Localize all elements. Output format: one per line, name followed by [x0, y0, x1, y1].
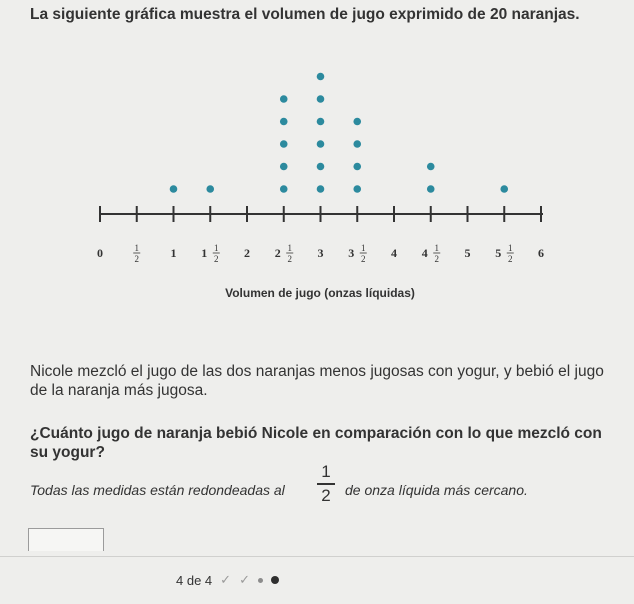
note-text-post: de onza líquida más cercano. [345, 482, 528, 498]
tick-label [422, 243, 441, 264]
progress-label: 4 de 4 [176, 572, 213, 588]
tick-label-numerator: 1 [434, 243, 439, 253]
tick-label [97, 246, 103, 260]
data-dot [317, 95, 325, 103]
tick-label [201, 243, 220, 264]
note-text-pre: Todas las medidas están redondeadas al [30, 482, 285, 498]
tick-label-whole: 5 [495, 246, 502, 260]
problem-statement: Nicole mezcló el jugo de las dos naranjas menos jugosas con yogur, y bebió el jugo de la naranja más jugosa. [30, 363, 604, 399]
data-dot [317, 140, 325, 148]
data-dot [280, 118, 288, 126]
tick-label-denominator: 2 [134, 254, 139, 264]
tick-label-whole: 3 [348, 246, 355, 260]
answer-input[interactable] [28, 528, 104, 551]
tick-label [133, 243, 140, 264]
intro-text-post: naranjas. [507, 6, 580, 23]
tick-label-numerator: 1 [214, 243, 219, 253]
tick-label-denominator: 2 [214, 254, 219, 264]
progress-dot[interactable] [258, 578, 263, 583]
data-dot [280, 163, 288, 171]
dot-group [170, 73, 508, 193]
progress-dot-current[interactable] [271, 576, 279, 584]
data-dot [317, 73, 325, 81]
tick-label-denominator: 2 [508, 254, 513, 264]
data-dot [280, 185, 288, 193]
data-dot [317, 118, 325, 126]
check-icon: ✓ [239, 572, 250, 587]
tick-label-whole: 3 [317, 246, 324, 260]
check-icon: ✓ [220, 572, 232, 587]
note-fraction-numerator: 1 [321, 462, 331, 481]
tick-label [495, 243, 514, 264]
tick-label [171, 246, 177, 260]
note-fraction-bar [317, 483, 335, 485]
tick-label-denominator: 2 [287, 254, 292, 264]
tick-label-numerator: 1 [361, 243, 366, 253]
tick-label-whole: 6 [538, 246, 544, 260]
data-dot [353, 118, 361, 126]
tick-label-whole: 2 [244, 246, 250, 260]
tick-label-whole: 0 [97, 246, 103, 260]
data-dot [353, 185, 361, 193]
data-dot [317, 185, 325, 193]
rounding-note [30, 462, 630, 518]
tick-label [318, 246, 324, 260]
data-dot [353, 140, 361, 148]
tick-label-whole: 2 [274, 246, 281, 260]
data-dot [500, 185, 508, 193]
intro-text-pre: La siguiente gráfica muestra el volumen de jugo exprimido de [30, 6, 490, 23]
tick-label [538, 246, 544, 260]
question-text: ¿Cuánto jugo de naranja bebió Nicole en comparación con lo que mezcló con su yogur? [30, 425, 602, 461]
note-fraction [317, 462, 335, 506]
tick-label-whole: 1 [170, 246, 177, 260]
tick-label-whole: 4 [421, 246, 428, 260]
data-dot [427, 185, 435, 193]
note-fraction-denominator: 2 [321, 485, 331, 505]
divider [0, 556, 634, 557]
tick-label-numerator: 1 [508, 243, 513, 253]
data-dot [170, 185, 178, 193]
tick-label [244, 246, 250, 260]
data-dot [317, 163, 325, 171]
intro-number: 20 [489, 6, 508, 23]
tick-label-numerator: 1 [287, 243, 292, 253]
tick-label-denominator: 2 [361, 254, 366, 264]
data-dot [353, 163, 361, 171]
progress-indicator [176, 572, 279, 588]
tick-label [348, 243, 367, 264]
tick-label-whole: 1 [201, 246, 208, 260]
data-dot [206, 185, 214, 193]
data-dot [427, 163, 435, 171]
tick-label-whole: 5 [464, 246, 471, 260]
tick-label [391, 246, 397, 260]
tick-label-numerator: 1 [134, 243, 139, 253]
tick-label [465, 246, 471, 260]
tick-label-denominator: 2 [434, 254, 439, 264]
tick-label-whole: 4 [391, 246, 397, 260]
data-dot [280, 140, 288, 148]
data-dot [280, 95, 288, 103]
x-axis-label: Volumen de jugo (onzas líquidas) [225, 286, 415, 300]
tick-label [275, 243, 294, 264]
